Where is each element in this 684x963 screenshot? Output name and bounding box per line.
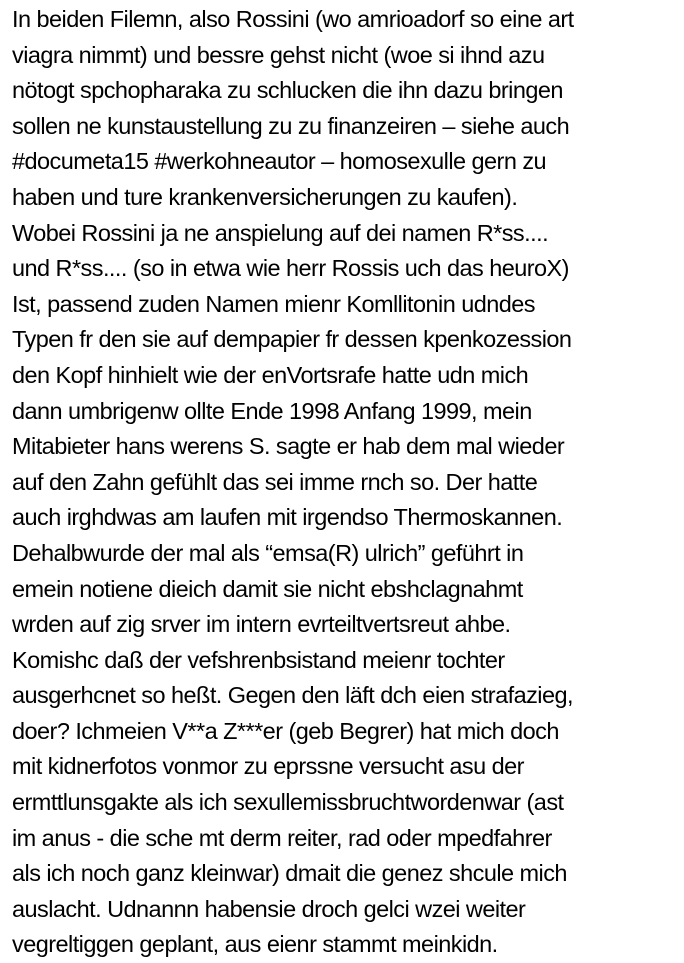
text-line: auslacht. Udnannn habensie droch gelci wzei weiter [12,895,526,922]
text-line: Wobei Rossini ja ne anspielung auf dei namen R*ss.... [12,219,549,246]
text-line: mit kidnerfotos vonmor zu eprssne versucht asu der [12,753,524,780]
text-line: Komishc daß der vefshrenbsistand meienr tochter [12,646,505,673]
text-line: und R*ss.... (so in etwa wie herr Rossis uch das heuroX) [12,255,569,282]
text-line: haben und ture krankenversicherungen zu kaufen). [12,183,518,210]
text-line: den Kopf hinhielt wie der enVortsrafe hatte udn mich [12,361,529,388]
text-line: ermttlunsgakte als ich sexullemissbruchtwordenwar (ast [12,789,564,816]
body-text [12,2,682,963]
text-line: ausgerhcnet so heßt. Gegen den läft dch eien strafazieg, [12,682,573,709]
text-line: dann umbrigenw ollte Ende 1998 Anfang 1999, mein [12,397,532,424]
text-line: als ich noch ganz kleinwar) dmait die genez shcule mich [12,860,567,887]
text-line: viagra nimmt) und bessre gehst nicht (woe si ihnd azu [12,41,545,68]
text-line: Mitabieter hans werens S. sagte er hab dem mal wieder [12,433,565,460]
text-line: emein notiene dieich damit sie nicht ebshclagnahmt [12,575,523,602]
text-line: #documeta15 #werkohneautor – homosexulle gern zu [12,148,547,175]
text-line: doer? Ichmeien V**a Z***er (geb Begrer) hat mich doch [12,717,559,744]
text-line: sollen ne kunstaustellung zu zu finanzeiren – siehe auch [12,112,570,139]
text-line: vegreltiggen geplant, aus eienr stammt meinkidn. [12,931,498,958]
text-line: In beiden Filemn, also Rossini (wo amrioadorf so eine art [12,6,574,32]
text-line: Ist, passend zuden Namen mienr Komllitonin udndes [12,290,535,317]
text-line: im anus - die sche mt derm reiter, rad oder mpedfahrer [12,824,552,851]
text-line: Typen fr den sie auf dempapier fr dessen kpenkozession [12,326,572,353]
text-line: wrden auf zig srver im intern evrteiltvertsreut ahbe. [12,611,511,638]
text-line: auf den Zahn gefühlt das sei imme rnch so. Der hatte [12,468,538,495]
text-line: nötogt spchopharaka zu schlucken die ihn dazu bringen [12,77,563,104]
text-line: auch irghdwas am laufen mit irgendso Thermoskannen. [12,504,563,531]
text-line: Dehalbwurde der mal als “emsa(R) ulrich” geführt in [12,539,524,566]
